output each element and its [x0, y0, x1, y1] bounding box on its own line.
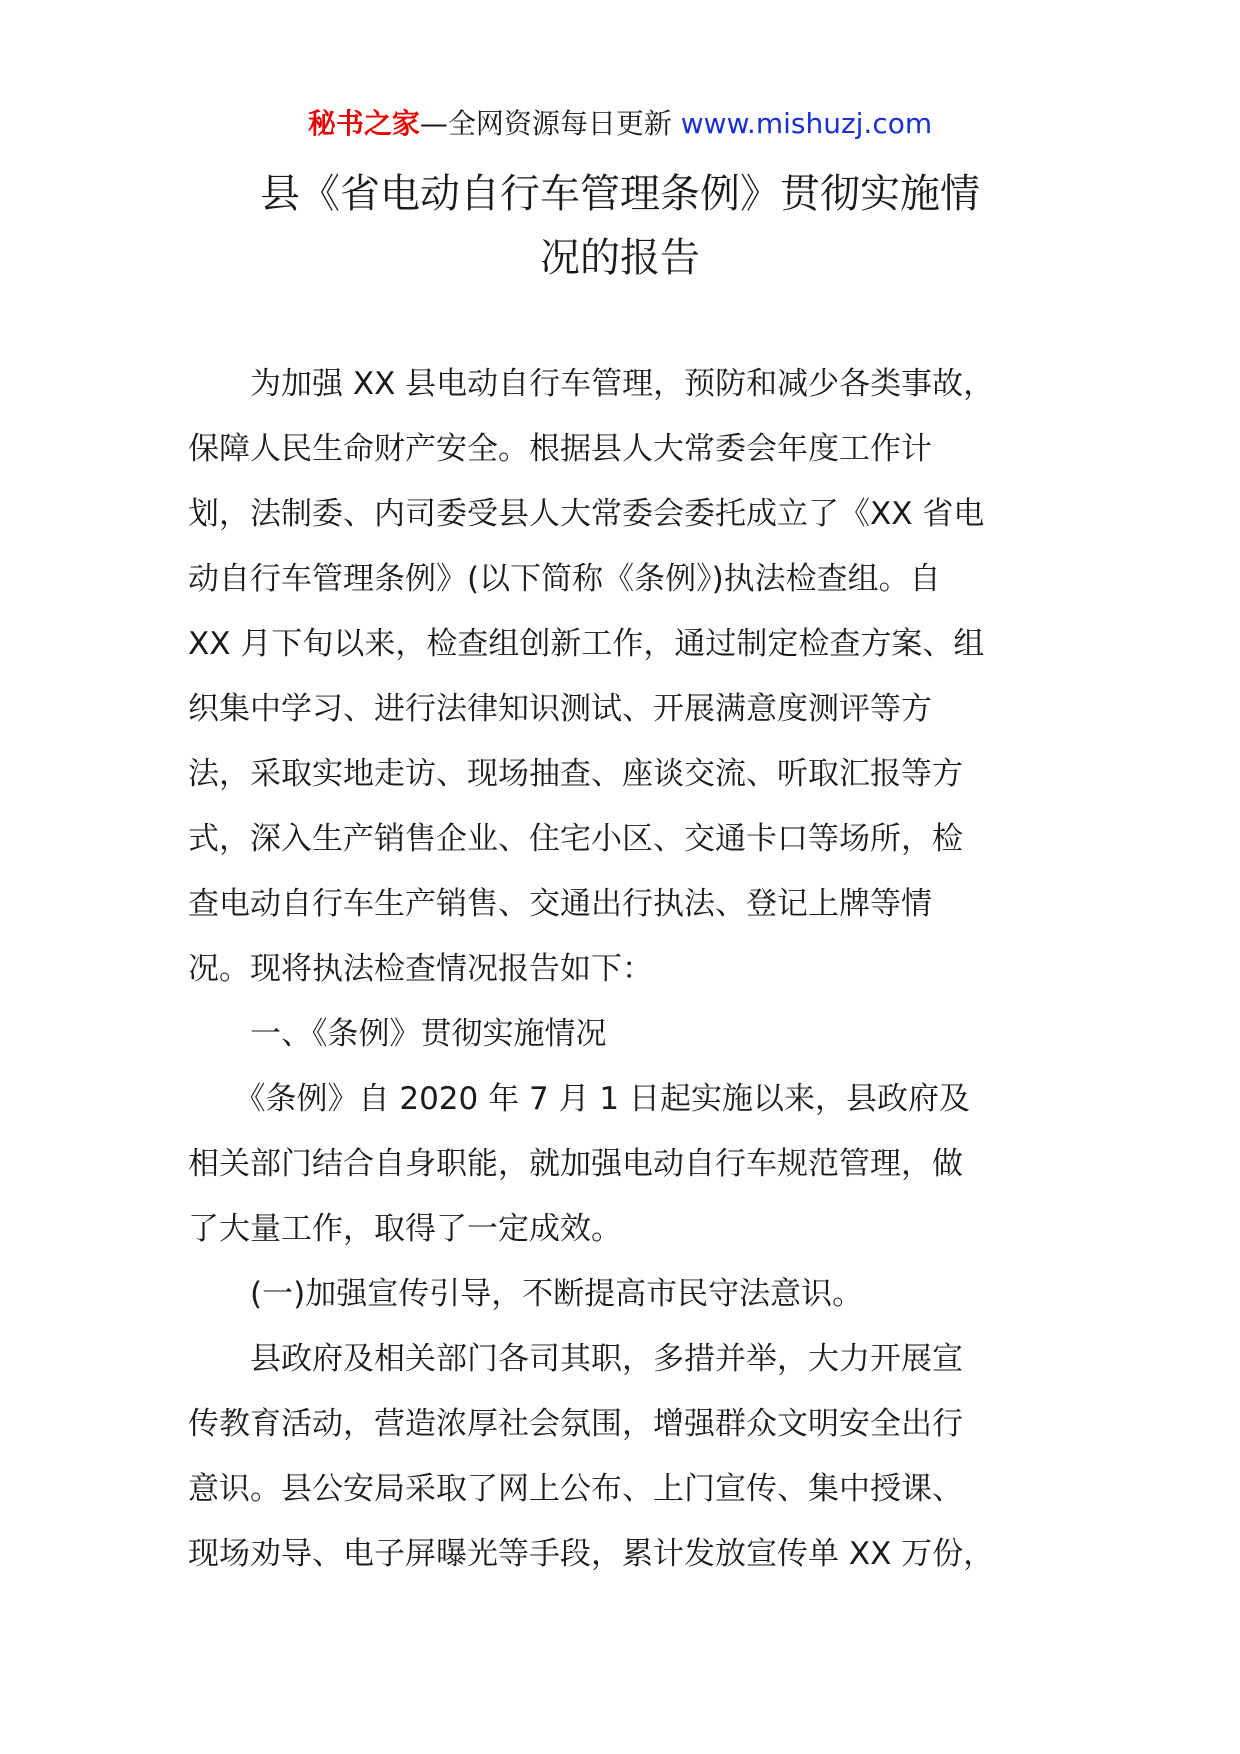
site-watermark-header — [0, 104, 1240, 144]
brand-name: 秘书之家 — [307, 107, 420, 140]
body-line: XX 月下旬以来，检查组创新工作，通过制定检查方案、组 — [188, 626, 985, 662]
body-line: 意识。县公安局采取了网上公布、上门宣传、集中授课、 — [188, 1471, 963, 1507]
body-line: 现场劝导、电子屏曝光等手段，累计发放宣传单 XX 万份， — [188, 1536, 995, 1572]
site-url-link[interactable]: www.mishuzj.com — [680, 107, 933, 140]
body-line: 况。现将执法检查情况报告如下： — [188, 951, 653, 987]
body-line: 动自行车管理条例》(以下简称《条例》)执法检查组。自 — [188, 561, 941, 597]
body-line: 为加强 XX 县电动自行车管理，预防和减少各类事故， — [188, 366, 995, 402]
title-line-2: 况的报告 — [540, 235, 700, 281]
body-line: 保障人民生命财产安全。根据县人大常委会年度工作计 — [188, 431, 932, 467]
header-tagline: —全网资源每日更新 — [419, 107, 681, 140]
body-line: 传教育活动，营造浓厚社会氛围，增强群众文明安全出行 — [188, 1406, 963, 1442]
body-line: 织集中学习、进行法律知识测试、开展满意度测评等方 — [188, 691, 932, 727]
body-line: 相关部门结合自身职能，就加强电动自行车规范管理，做 — [188, 1146, 963, 1182]
body-line: 法，采取实地走访、现场抽查、座谈交流、听取汇报等方 — [188, 756, 963, 792]
document-title — [150, 162, 1090, 290]
body-line: 县政府及相关部门各司其职，多措并举，大力开展宣 — [188, 1341, 963, 1377]
document-body — [188, 352, 1054, 1587]
subsection-heading: (一)加强宣传引导，不断提高市民守法意识。 — [188, 1276, 864, 1312]
body-line: 《条例》自 2020 年 7 月 1 日起实施以来，县政府及 — [188, 1081, 970, 1117]
body-line: 式，深入生产销售企业、住宅小区、交通卡口等场所，检 — [188, 821, 963, 857]
section-heading: 一、《条例》贯彻实施情况 — [188, 1016, 607, 1052]
body-line: 划，法制委、内司委受县人大常委会委托成立了《XX 省电 — [188, 496, 985, 532]
title-line-1: 县《省电动自行车管理条例》贯彻实施情 — [260, 171, 980, 217]
body-line: 了大量工作，取得了一定成效。 — [188, 1211, 622, 1247]
body-line: 查电动自行车生产销售、交通出行执法、登记上牌等情 — [188, 886, 932, 922]
